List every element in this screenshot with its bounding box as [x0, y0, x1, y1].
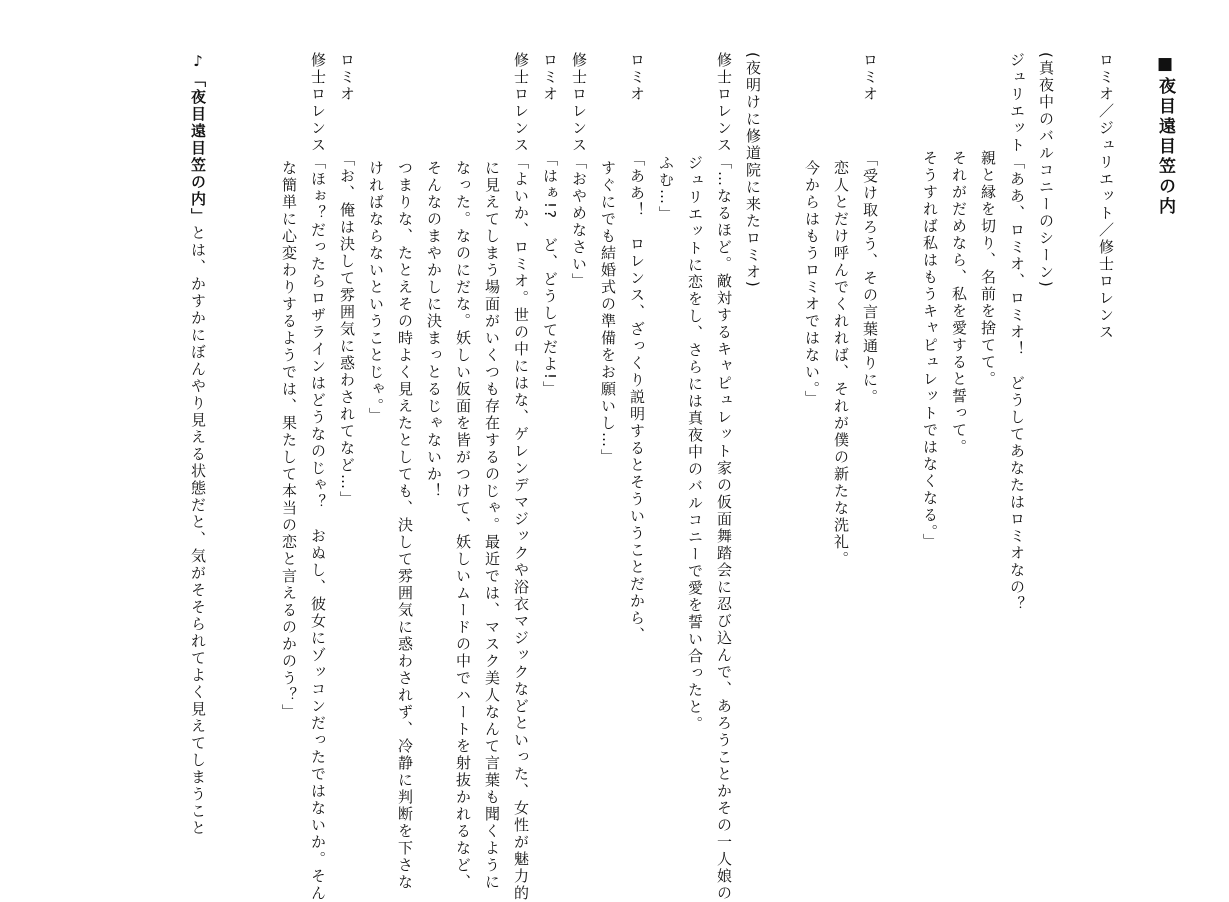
script-line-juliet-cont: そうすれば私はもうキャピュレットではなくなる。」: [921, 150, 939, 551]
script-line-romeo-cont: すぐにでも結婚式の準備をお願いし…」: [599, 160, 617, 466]
script-line-lorenzo: [571, 52, 586, 290]
page-title: [1156, 54, 1173, 217]
script-line-romeo-cont: 今からはもうロミオではない。」: [803, 160, 821, 408]
script-line-juliet: [1009, 52, 1024, 613]
script-line-juliet-cont: それがだめなら、私を愛すると誓って。: [950, 150, 968, 456]
speaker-name: ロミオ: [628, 52, 646, 103]
line-text: 「よいか、ロミオ。世の中にはな、ゲレンデマジックや浴衣マジックなどといった、女性が魅力的: [512, 154, 530, 902]
stage-direction-monastery: (夜明けに修道院に来たロミオ): [744, 52, 762, 289]
footer-phrase: 「夜目遠目笠の内」: [189, 72, 207, 225]
line-text: 「お、俺は決して雰囲気に惑わされてなど…」: [338, 151, 356, 508]
script-line-romeo: [339, 52, 354, 508]
line-text: 「はぁ!? ど、どうしてだよ!」: [541, 151, 559, 398]
script-line-lorenzo-cont: なった。なのにだな。妖しい仮面を皆がつけて、妖しいムードの中でハートを射抜かれるなど、: [454, 160, 472, 891]
line-text: 「ああ！ ロレンス、ざっくり説明するとそういうことだから、: [628, 151, 646, 644]
speaker-name: 修士ロレンス: [715, 52, 733, 154]
line-text: 「ああ、ロミオ、ロミオ！ どうしてあなたはロミオなの？: [1008, 154, 1026, 613]
cast-list: ロミオ／ジュリエット／修士ロレンス: [1097, 52, 1115, 341]
script-line-lorenzo-cont: そんなのまやかしに決まっとるじゃないか！: [425, 160, 443, 500]
script-line-lorenzo: [310, 52, 325, 902]
line-text: 「ほぉ？だったらロザラインはどうなのじゃ？ おぬし、彼女にゾッコンだったではないか。そん: [309, 154, 327, 902]
script-line-lorenzo-cont: な簡単に心変わりするようでは、果たして本当の恋と言えるのかのう？」: [280, 160, 298, 721]
speaker-name: 修士ロレンス: [570, 52, 588, 154]
script-line-lorenzo: [716, 52, 731, 902]
line-text: 「おやめなさい」: [570, 154, 588, 290]
music-note-icon: ♪: [189, 52, 207, 72]
speaker-name: 修士ロレンス: [309, 52, 327, 154]
page-title-text: ■夜目遠目笠の内: [1155, 54, 1175, 217]
script-line-lorenzo-cont: ければならないということじゃ。」: [367, 160, 385, 425]
script-line-lorenzo-cont: つまりな、たとえその時よく見えたとしても、決して雰囲気に惑わされず、冷静に判断を下さな: [396, 160, 414, 891]
speaker-name: ロミオ: [541, 52, 559, 103]
footer-note: [190, 52, 205, 837]
script-line-romeo-cont: 恋人とだけ呼んでくれれば、それが僕の新たな洗礼。: [832, 160, 850, 568]
script-line-lorenzo: [513, 52, 528, 902]
speaker-name: ロミオ: [861, 52, 879, 103]
line-text: 「…なるほど。敵対するキャピュレット家の仮面舞踏会に忍び込んで、あろうことかその一人娘の: [715, 154, 733, 902]
speaker-name: ロミオ: [338, 52, 356, 103]
script-line-romeo: [542, 52, 557, 398]
script-line-lorenzo-cont: に見えてしまう場面がいくつも存在するのじゃ。最近では、マスク美人なんて言葉も聞くように: [483, 160, 501, 891]
script-line-romeo: [862, 52, 877, 406]
script-line-lorenzo-cont: ジュリエットに恋をし、さらには真夜中のバルコニーで愛を誓い合ったと。: [686, 155, 704, 733]
script-line-lorenzo-cont: ふむ…」: [657, 155, 675, 223]
line-text: 「受け取ろう、その言葉通りに。: [861, 151, 879, 406]
script-line-juliet-cont: 親と縁を切り、名前を捨てて。: [979, 150, 997, 388]
speaker-name: ジュリエット: [1008, 52, 1026, 154]
stage-direction-balcony: (真夜中のバルコニーのシーン): [1037, 52, 1055, 289]
script-line-romeo: [629, 52, 644, 644]
footer-text: とは、かすかにぼんやり見える状態だと、気がそそられてよく見えてしまうこと: [189, 225, 207, 837]
speaker-name: 修士ロレンス: [512, 52, 530, 154]
